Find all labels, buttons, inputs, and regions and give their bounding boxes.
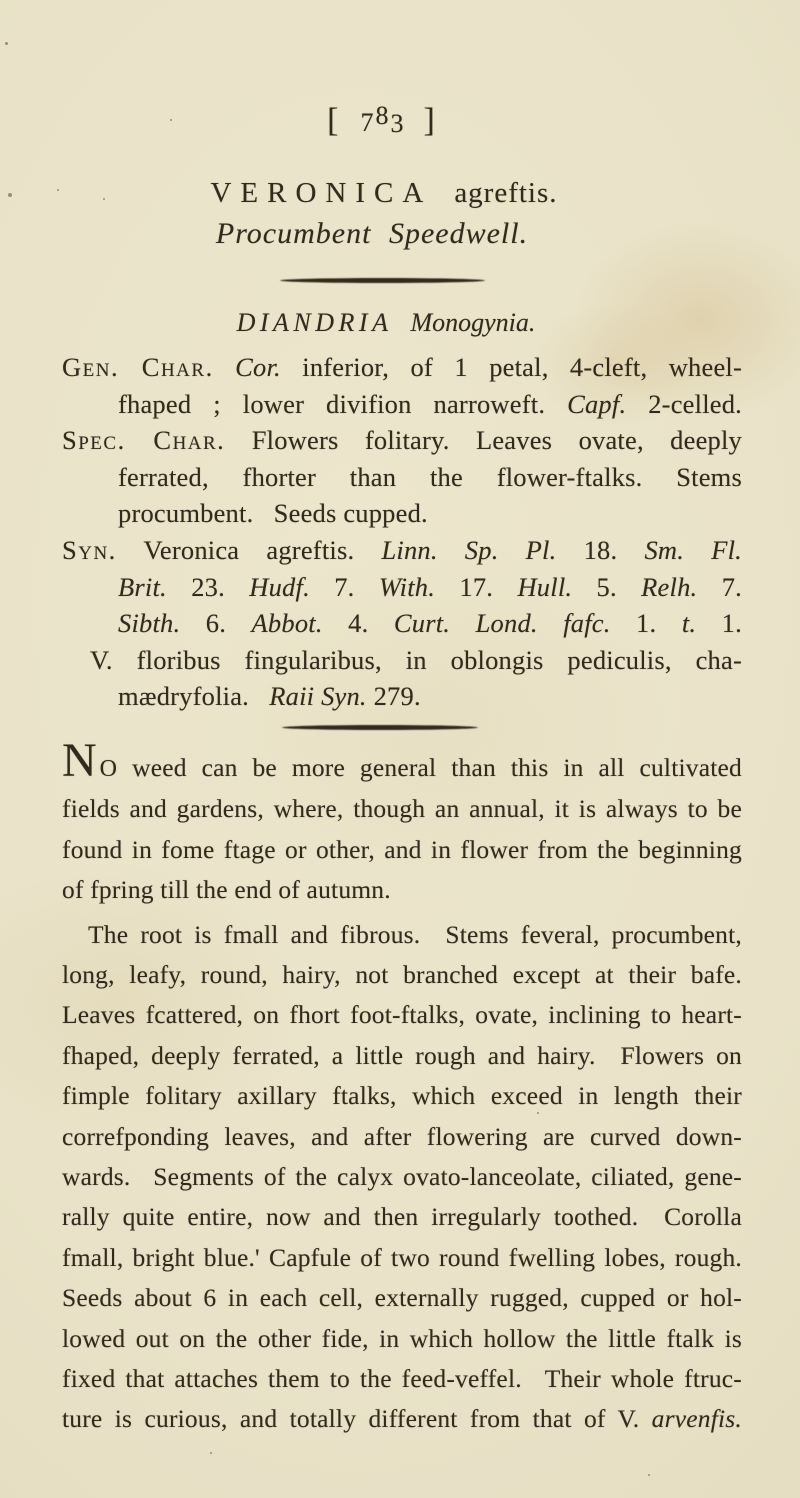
text-segment: fmall, bright blue.' Capfule of two round fwelling lobes, rough. <box>62 1242 742 1272</box>
text-segment: ture is curious, and totally different from that of V. <box>62 1404 652 1434</box>
text-segment: Hull. <box>517 571 573 602</box>
text-line <box>62 870 742 910</box>
text-segment: The root is fmall and fibrous. Stems feveral, procumbent, <box>88 919 742 949</box>
text-segment: Capf. <box>567 388 627 419</box>
text-segment <box>214 352 235 382</box>
text-segment: fields and gardens, where, though an annual, it is always to be <box>62 794 742 824</box>
order-name: Monogynia. <box>410 308 536 337</box>
text-line <box>62 1319 742 1359</box>
text-line <box>62 1197 742 1237</box>
text-segment: mædryfolia. <box>118 681 270 712</box>
divider-rule <box>280 278 485 283</box>
text-segment: lowed out on the other fide, in which hollow the little ftalk is <box>62 1323 742 1353</box>
page-digit: 3 <box>390 109 404 138</box>
text-segment: 279. <box>366 681 421 712</box>
text-segment: rally quite entire, now and then irregularly toothed. Corolla <box>62 1202 742 1232</box>
text-segment: Raii Syn. <box>269 681 367 712</box>
text-segment: Cor. <box>235 352 281 382</box>
text-line <box>62 642 742 679</box>
text-segment: 17. <box>435 571 518 602</box>
description-text <box>62 733 742 1440</box>
paper-speckle <box>5 42 8 45</box>
text-line <box>62 422 742 459</box>
page-digit: 7 <box>360 108 376 137</box>
text-line <box>62 1278 742 1318</box>
text-line <box>62 830 742 870</box>
text-segment: O <box>99 755 118 782</box>
text-segment: 6. <box>180 608 252 639</box>
text-line <box>62 995 742 1035</box>
text-segment: Brit. <box>118 571 167 602</box>
text-segment: Sm. Fl. <box>644 534 742 565</box>
text-line <box>62 605 742 642</box>
text-line <box>62 955 742 995</box>
classification-heading <box>46 307 726 339</box>
text-line <box>62 1157 742 1197</box>
text-segment: Seeds about 6 in each cell, externally rugged, cupped or hol- <box>62 1283 742 1313</box>
genus-name: VERONICA <box>210 177 433 209</box>
text-segment: of fpring till the end of autumn. <box>62 875 391 905</box>
text-segment: Curt. Lond. fafc. <box>393 608 611 639</box>
text-segment: 7. <box>697 571 742 602</box>
text-segment: Leaves fcattered, on fhort foot-ftalks, ovate, inclining to heart- <box>62 1000 742 1030</box>
species-epithet: agreftis. <box>454 177 558 209</box>
text-segment: Flowers folitary. Leaves ovate, deeply <box>225 425 742 456</box>
page-digit: 8 <box>375 101 391 130</box>
text-segment: procumbent. Seeds cupped. <box>118 498 428 529</box>
text-segment: Sibth. <box>118 608 181 639</box>
class-name: DIANDRIA <box>236 308 393 337</box>
text-line <box>62 349 742 386</box>
text-segment: wards. Segments of the calyx ovato-lanceolate, ciliated, gene- <box>62 1162 742 1191</box>
text-segment: Abbot. <box>251 608 323 639</box>
text-segment: Relh. <box>641 571 698 602</box>
bracket-close: ] <box>423 102 437 139</box>
text-segment: 1. <box>696 608 742 639</box>
text-line <box>62 915 742 955</box>
text-segment: 18. <box>556 534 645 565</box>
text-segment: N <box>62 733 100 787</box>
text-line <box>62 1399 742 1439</box>
text-line <box>62 532 742 569</box>
bracket-open: [ <box>327 102 341 139</box>
text-line <box>62 733 742 789</box>
divider-rule <box>282 725 478 730</box>
text-segment: arvenfis. <box>651 1404 742 1434</box>
text-segment: Linn. Sp. Pl. <box>381 534 557 565</box>
text-segment: fimple folitary axillary ftalks, which exceed in length their <box>62 1081 742 1111</box>
text-segment: 7. <box>309 571 379 602</box>
text-segment: 23. <box>166 571 250 602</box>
common-name: Procumbent Speedwell. <box>215 217 529 250</box>
characters-block <box>62 349 742 715</box>
text-segment: Spec. Char. <box>62 425 226 456</box>
text-line <box>62 1117 742 1157</box>
text-segment: Gen. Char. <box>62 352 214 382</box>
text-segment: long, leafy, round, hairy, not branched except at their bafe. <box>62 959 742 989</box>
text-segment: Veronica agreftis. <box>116 534 382 565</box>
species-title <box>44 176 724 210</box>
text-segment: t. <box>681 608 697 639</box>
text-segment: inferior, of 1 petal, 4-cleft, wheel- <box>280 352 743 382</box>
text-segment: correfponding leaves, and after flowering are curved down- <box>62 1121 742 1151</box>
text-segment: 4. <box>322 608 394 639</box>
text-segment: Syn. <box>62 534 117 565</box>
text-segment: found in fome ftage or other, and in flower from the beginning <box>62 834 742 864</box>
text-segment: fhaped ; lower divifion narroweft. <box>118 388 568 419</box>
paragraph <box>62 915 742 1440</box>
text-line <box>62 789 742 829</box>
text-segment: 1. <box>610 608 682 639</box>
text-segment: With. <box>378 571 436 602</box>
text-segment: ferrated, fhorter than the flower-ftalks. Stems <box>118 461 742 492</box>
text-segment: V. floribus fingularibus, in oblongis pediculis, cha- <box>90 644 742 675</box>
paper-speckle <box>210 1452 212 1454</box>
paper-speckle <box>648 1474 650 1476</box>
text-line <box>62 386 742 423</box>
text-line <box>62 1238 742 1278</box>
text-segment: weed can be more general than this in all cultivated <box>117 752 742 782</box>
text-segment: Hudf. <box>249 571 310 602</box>
text-line <box>62 495 742 532</box>
text-segment: fhaped, deeply ferrated, a little rough and hairy. Flowers on <box>62 1040 742 1070</box>
paragraph <box>62 733 742 911</box>
text-line <box>62 678 742 715</box>
text-segment: 5. <box>572 571 642 602</box>
text-line <box>62 1359 742 1399</box>
text-segment: 2-celled. <box>626 388 742 419</box>
page-content <box>62 0 742 1440</box>
text-line <box>62 569 742 606</box>
text-line <box>62 1076 742 1116</box>
text-line <box>62 1036 742 1076</box>
paper-speckle <box>8 193 12 197</box>
text-segment: fixed that attaches them to the feed-veffel. Their whole ftruc- <box>62 1364 742 1394</box>
text-line <box>62 459 742 496</box>
page-number <box>42 0 722 140</box>
